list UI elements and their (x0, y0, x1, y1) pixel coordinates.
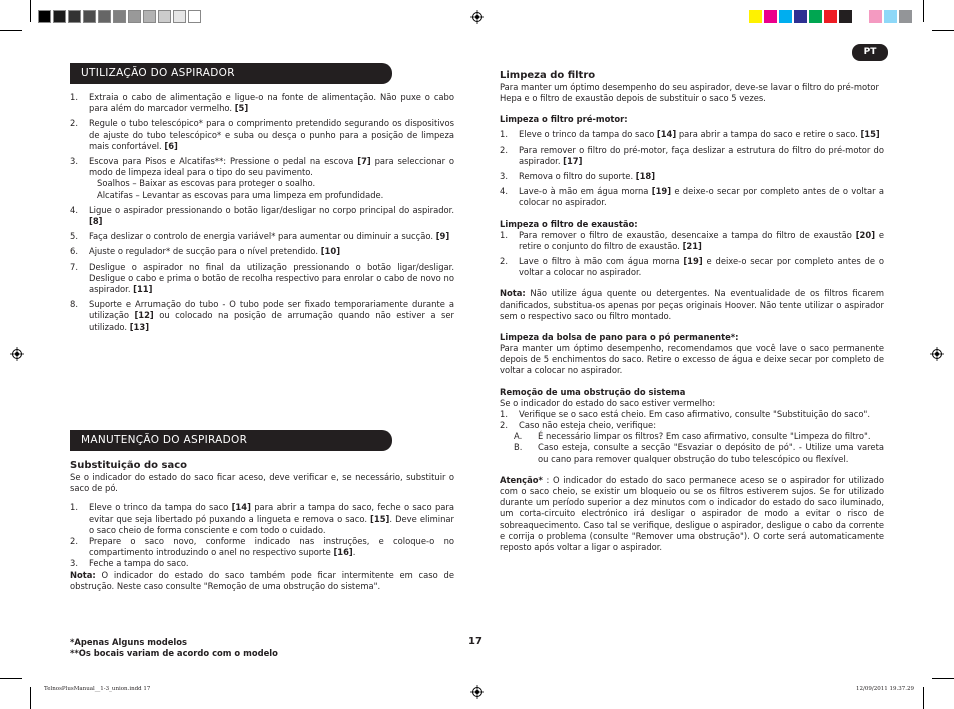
list-item (70, 536, 454, 558)
item-number: 1. (500, 129, 508, 140)
list-item (500, 230, 884, 252)
list-item (500, 171, 884, 182)
registration-mark-icon (10, 347, 24, 361)
crop-mark (0, 30, 22, 31)
note-label: Nota: (70, 569, 96, 580)
figure-ref: [18] (635, 171, 656, 182)
left-column-maintenance (70, 430, 454, 592)
color-swatch (113, 10, 126, 23)
item-number: 2. (70, 118, 78, 129)
slug-timestamp: 12/09/2011 19.37.29 (856, 686, 914, 692)
figure-ref: [19] (683, 256, 703, 267)
item-number: 8. (70, 299, 78, 310)
item-text: e deixe-o secar por completo antes de o voltar a colocar no aspirador. (519, 256, 884, 278)
item-text: . Deve eliminar o saco cheio de forma consciente e com todo o cuidado. (89, 513, 455, 535)
item-text: Eleve o trinco da tampa do saco (89, 502, 232, 513)
item-text: e deixe-o secar por completo antes de o voltar a colocar no aspirador. (519, 186, 885, 208)
language-badge-label: PT (863, 47, 877, 57)
list-item (500, 431, 884, 442)
list-item (70, 231, 454, 242)
item-text: Desligue o aspirador no final da utilização pressionando o botão ligar/desligar. Desligue o cabo e prima o botão de recolha respectivo para enrolar o cabo de novo no aspirador. (89, 261, 454, 295)
figure-ref: [8] (89, 216, 103, 227)
item-text: Caso esteja, consulte a secção "Esvaziar o depósito de pó". - Utilize uma vareta ou cano para remover qualquer obstrução do tubo telescópico ou flexível. (538, 442, 884, 464)
color-swatch (854, 10, 867, 23)
list-item (70, 502, 454, 536)
crop-mark (923, 0, 924, 22)
figure-ref: [21] (682, 240, 702, 251)
item-text: Ajuste o regulador* de sucção para o nível pretendido. (89, 246, 321, 257)
color-swatch (68, 10, 81, 23)
figure-ref: [15] (370, 513, 390, 524)
list-item (500, 420, 884, 431)
item-number: 5. (70, 231, 78, 242)
subsection-heading: Substituição do saco (70, 460, 188, 471)
item-number: 4. (500, 186, 508, 197)
list-item (500, 442, 884, 464)
figure-ref: [14] (656, 129, 677, 140)
crop-mark (30, 687, 31, 709)
footnote: **Os bocais variam de acordo com o modelo (70, 648, 278, 658)
list-item (70, 262, 454, 296)
item-text: para abrir a tampa do saco, feche o saco para evitar que seja libertado pó puxando a lingueta e remova o saco. (89, 502, 454, 524)
section-title-maintenance (70, 430, 392, 451)
item-text: Caso não esteja cheio, verifique: (519, 420, 657, 431)
section-title-usage (70, 63, 392, 84)
footnote: *Apenas Alguns modelos (70, 637, 187, 647)
slug-filename: TelnosPlusManual__1-3_union.indd 17 (44, 686, 151, 692)
crop-mark (30, 0, 31, 22)
list-item (500, 186, 884, 208)
crop-mark (932, 30, 954, 31)
list-item (70, 558, 454, 569)
paragraph: Se o indicador do estado do saco estiver vermelho: (500, 397, 716, 408)
color-swatch (839, 10, 852, 23)
color-swatch (869, 10, 882, 23)
note-label: Nota: (500, 288, 526, 299)
figure-ref: [6] (164, 140, 178, 151)
item-text: Remova o filtro do suporte. (519, 171, 636, 182)
item-text: É necessário limpar os filtros? Em caso afirmativo, consulte "Limpeza do filtro". (538, 431, 871, 442)
subsection-heading: Remoção de uma obstrução do sistema (500, 386, 686, 397)
item-text: Prepare o saco novo, conforme indicado nas instruções, e coloque-o no compartimento introduzindo o anel no respectivo suporte (89, 536, 454, 558)
figure-ref: [9] (435, 231, 450, 242)
figure-ref: [11] (133, 284, 153, 295)
figure-ref: [13] (129, 321, 150, 332)
note-text: : O indicador do estado do saco permanece aceso se o aspirador for utilizado com o saco cheio, se existir um bloqueio ou se os filtros estiverem sujos. Se for utilizado durante um período superior a dez minutos com o indicador do estado do saco iluminado, um corta-circuito electrónico irá desligar o aspirador de modo a evitar o risco de sobreaquecimento. Caso tal se verifique, desligue o aspirador, desligue o cabo da corrente e corrija o problema (consulte "Remover uma obstrução"). O corte será automaticamente reposto após voltar a ligar o aspirador. (500, 474, 884, 553)
item-text: Para remover o filtro de exaustão, desencaixe a tampa do filtro de exaustão (519, 229, 856, 240)
color-swatch (779, 10, 792, 23)
right-column (500, 69, 884, 553)
item-number: 1. (500, 408, 508, 419)
color-swatch (899, 10, 912, 23)
figure-ref: [14] (231, 502, 251, 513)
color-swatch (824, 10, 837, 23)
list-item (70, 92, 454, 114)
item-number: 4. (70, 204, 78, 215)
usage-list (70, 92, 454, 333)
crop-mark (923, 687, 924, 709)
item-text: Feche a tampa do saco. (89, 558, 189, 569)
paragraph: Se o indicador do estado do saco ficar aceso, deve verificar e, se necessário, substituir o saco de pó. (70, 472, 454, 494)
figure-ref: [7] (357, 156, 371, 167)
color-swatch (188, 10, 201, 23)
figure-ref: [16] (333, 547, 353, 558)
color-swatch (98, 10, 111, 23)
item-text: ou colocado na posição de arrumação quando não estiver a ser utilizado. (89, 310, 454, 332)
item-text: para seleccionar o modo de limpeza ideal para o tipo do seu pavimento. (89, 156, 454, 178)
crop-mark (0, 678, 22, 679)
list-item (500, 129, 884, 140)
item-text: Lave o filtro à mão com água morna (519, 256, 684, 267)
item-number: 2. (70, 536, 78, 547)
subsection-heading: Limpeza o filtro pré-motor: (500, 114, 628, 125)
item-text: . (352, 547, 356, 558)
item-number: 3. (70, 156, 78, 167)
list-item (500, 145, 884, 167)
item-number: A. (514, 431, 523, 442)
figure-ref: [17] (563, 155, 583, 166)
color-swatch (794, 10, 807, 23)
language-badge (852, 44, 888, 61)
sub-line: Soalhos – Baixar as escovas para proteger o soalho. (97, 178, 316, 189)
list-item (70, 246, 454, 257)
figure-ref: [20] (855, 229, 876, 240)
item-number: 3. (70, 558, 78, 569)
item-number: 7. (70, 261, 78, 272)
registration-mark-icon (930, 347, 944, 361)
subsection-heading: Limpeza do filtro (500, 70, 596, 81)
left-column (70, 63, 454, 333)
note (500, 288, 884, 322)
list-item (70, 299, 454, 333)
figure-ref: [19] (651, 186, 672, 197)
color-swatch (749, 10, 762, 23)
footnotes (70, 637, 278, 659)
figure-ref: [12] (134, 310, 154, 321)
color-swatch (809, 10, 822, 23)
item-number: B. (514, 442, 523, 453)
note-text: Não utilize água quente ou detergentes. Na eventualidade de os filtros ficarem danificados, substitua-os apenas por peças originais Hoover. Não tente utilizar o aspirador sem o respectivo saco ou filtro montado. (500, 288, 884, 321)
item-text: Eleve o trinco da tampa do saco (519, 129, 657, 140)
item-text: Suporte e Arrumação do tubo - O tubo pode ser fixado temporariamente durante a utilização (89, 299, 454, 321)
note-text: O indicador do estado do saco também pode ficar intermitente em caso de obstrução. Neste caso consulte "Remoção de uma obstrução do sistema". (70, 569, 454, 591)
item-number: 3. (500, 171, 508, 182)
color-swatch (53, 10, 66, 23)
color-swatch (764, 10, 777, 23)
color-swatch (884, 10, 897, 23)
crop-mark (932, 678, 954, 679)
subsection-heading: Limpeza o filtro de exaustão: (500, 218, 638, 229)
item-text: Ligue o aspirador pressionando o botão ligar/desligar no corpo principal do aspirador. (89, 204, 454, 215)
registration-mark-icon (470, 10, 484, 24)
paragraph: Para manter um óptimo desempenho, recomendamos que você lave o saco permanente depois de 5 enchimentos do saco. Retire o excesso de água e deixe secar por completo de voltar a colocar no aspirador. (500, 343, 884, 376)
item-text: Lave-o à mão em água morna (519, 186, 652, 197)
subsection-heading: Limpeza da bolsa de pano para o pó permanente*: (500, 332, 739, 343)
item-text: Extraia o cabo de alimentação e ligue-o na fonte de alimentação. Não puxe o cabo para além do marcador vermelho. (89, 92, 454, 114)
list-item (70, 156, 454, 201)
item-text: para abrir a tampa do saco e retire o saco. (676, 129, 861, 140)
list-item (70, 118, 454, 152)
item-text: Para remover o filtro do pré-motor, faça deslizar a estrutura do filtro do pré-motor do aspirador. (519, 144, 884, 166)
figure-ref: [15] (860, 129, 880, 140)
figure-ref: [10] (320, 246, 341, 257)
item-text: Regule o tubo telescópico* para o comprimento pretendido segurando os dispositivos de ajuste do tubo telescópico* e suba ou desça o punho para a posição de limpeza mais confortável. (89, 118, 454, 151)
color-swatch (38, 10, 51, 23)
item-number: 1. (500, 229, 508, 240)
item-text: Verifique se o saco está cheio. Em caso afirmativo, consulte "Substituição do saco". (519, 408, 871, 419)
item-text: Escova para Pisos e Alcatifas**: Pressione o pedal na escova (89, 156, 358, 167)
item-number: 6. (70, 246, 78, 257)
list-item (70, 205, 454, 227)
list-item (500, 256, 884, 278)
item-number: 2. (500, 144, 508, 155)
color-swatch (143, 10, 156, 23)
item-number: 1. (70, 502, 78, 513)
attention-note (500, 475, 884, 553)
item-text: Faça deslizar o controlo de energia variável* para aumentar ou diminuir a sucção. (89, 231, 436, 242)
figure-ref: [5] (234, 103, 249, 114)
note (70, 570, 454, 592)
registration-mark-icon (470, 685, 484, 699)
section-title-text: UTILIZAÇÃO DO ASPIRADOR (81, 67, 235, 79)
color-swatch (158, 10, 171, 23)
color-swatch (173, 10, 186, 23)
page-number: 17 (468, 636, 482, 647)
color-swatch (83, 10, 96, 23)
item-number: 2. (500, 256, 508, 267)
note-label: Atenção* (500, 474, 543, 485)
section-title-text: MANUTENÇÃO DO ASPIRADOR (81, 434, 248, 446)
item-number: 2. (500, 420, 508, 431)
sub-line: Alcatifas – Levantar as escovas para uma limpeza em profundidade. (97, 189, 384, 200)
list-item (500, 409, 884, 420)
item-text: e retire o conjunto do filtro de exaustão. (519, 229, 884, 251)
color-swatch (128, 10, 141, 23)
paragraph: Para manter um óptimo desempenho do seu aspirador, deve-se lavar o filtro do pré-motor Hepa e o filtro de exaustão depois de substituir o saco 5 vezes. (500, 82, 879, 104)
item-number: 1. (70, 92, 78, 102)
